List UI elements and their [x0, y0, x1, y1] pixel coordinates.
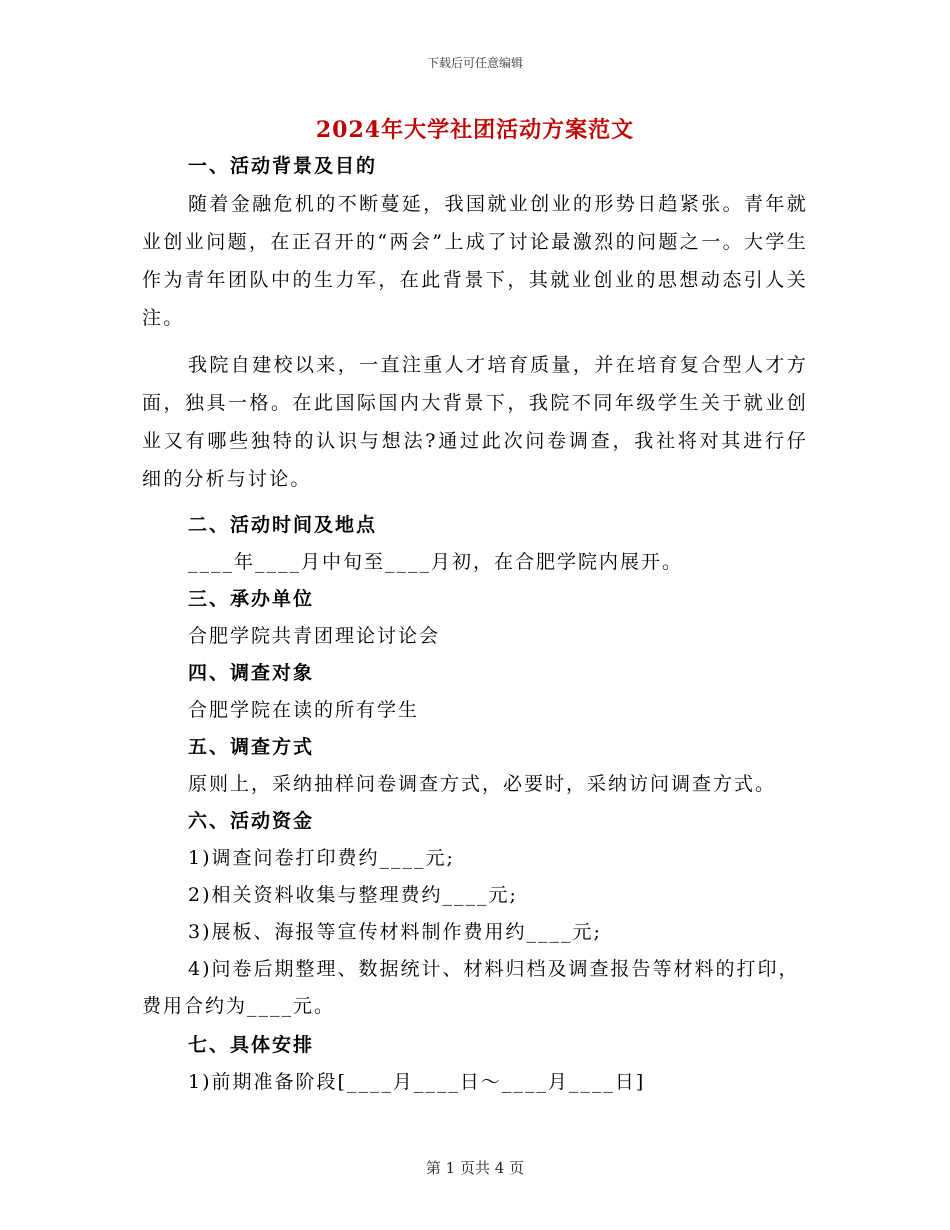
document-body: [142, 112, 808, 1101]
paragraph-background-1: 随着金融危机的不断蔓延，我国就业创业的形势日趋紧张。青年就业创业问题，在正召开的“两会”上成了讨论最激烈的问题之一。大学生作为青年团队中的生力军，在此背景下，其就业创业的思想动态引人关注。: [142, 193, 808, 329]
funding-item-4: 4)问卷后期整理、数据统计、材料归档及调查报告等材料的打印，费用合约为____元。: [142, 958, 800, 1017]
survey-method-text: 原则上，采纳抽样问卷调查方式，必要时，采纳访问调查方式。: [188, 773, 777, 795]
time-place-text: ____年____月中旬至____月初，在合肥学院内展开。: [188, 551, 684, 573]
organizer-text: 合肥学院共青团理论讨论会: [188, 625, 441, 647]
section-heading-funding: 六、活动资金: [188, 810, 315, 832]
page-number: 第 1 页共 4 页: [425, 1159, 525, 1177]
section-heading-schedule: 七、具体安排: [188, 1034, 315, 1056]
section-heading-time-place: 二、活动时间及地点: [188, 514, 378, 536]
section-heading-background: 一、活动背景及目的: [188, 155, 378, 177]
funding-item-2: 2)相关资料收集与整理费约____元;: [188, 884, 518, 906]
survey-target-text: 合肥学院在读的所有学生: [188, 699, 420, 721]
page-header: 下载后可任意编辑: [426, 56, 523, 70]
section-heading-survey-target: 四、调查对象: [188, 662, 315, 684]
funding-item-1: 1)调查问卷打印费约____元;: [188, 847, 455, 869]
funding-item-3: 3)展板、海报等宣传材料制作费用约____元;: [188, 921, 602, 943]
schedule-item-1: 1)前期准备阶段[____月____日～____月____日]: [188, 1071, 646, 1093]
section-heading-survey-method: 五、调查方式: [188, 736, 315, 758]
section-heading-organizer: 三、承办单位: [188, 588, 315, 610]
document-title: 2024年大学社团活动方案范文: [315, 117, 635, 143]
paragraph-background-2: 我院自建校以来，一直注重人才培育质量，并在培育复合型人才方面，独具一格。在此国际国内大背景下，我院不同年级学生关于就业创业又有哪些独特的认识与想法?通过此次问卷调查，我社将对其进行仔细的分析与讨论。: [142, 354, 808, 490]
